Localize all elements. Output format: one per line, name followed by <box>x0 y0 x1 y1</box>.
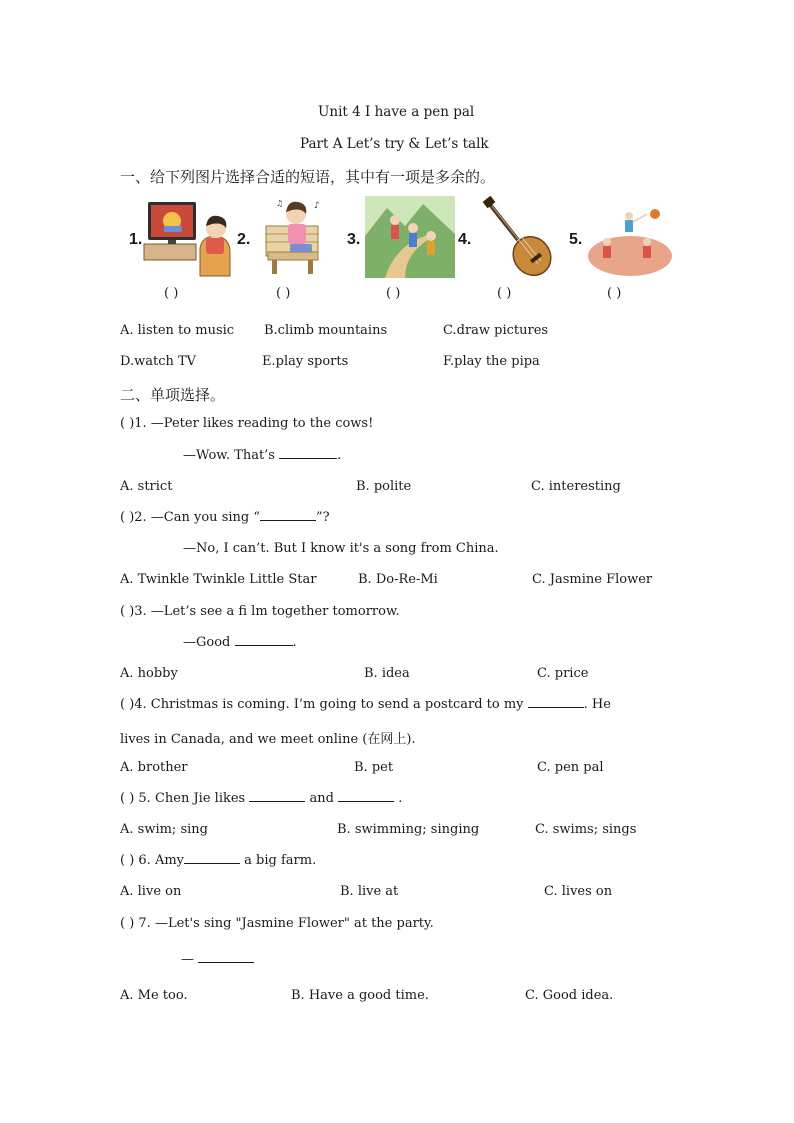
q6-answer-blank[interactable] <box>184 853 240 864</box>
option-e: E.play sports <box>262 354 349 369</box>
picture-answer-blank-4[interactable]: ( ) <box>497 286 512 301</box>
q2-option-c: C. Jasmine Flower <box>532 572 653 587</box>
option-c: C.draw pictures <box>443 323 549 338</box>
picture-play-sports <box>585 206 675 278</box>
q5-option-c: C. swims; sings <box>535 822 637 837</box>
q5-stem: ( ) 5. Chen Jie likes and . <box>120 791 403 806</box>
q3-option-b: B. idea <box>364 666 410 681</box>
svg-text:♫: ♫ <box>276 199 284 208</box>
q3-stem: ( )3. —Let’s see a fi lm together tomorrow. <box>120 604 400 619</box>
option-a: A. listen to music <box>120 323 235 338</box>
picture-number-3: 3. <box>347 231 361 248</box>
q2-stem: ( )2. —Can you sing “ ”? <box>120 510 330 525</box>
q7-option-b: B. Have a good time. <box>291 988 429 1003</box>
option-b: B.climb mountains <box>264 323 388 338</box>
picture-answer-blank-3[interactable]: ( ) <box>386 286 401 301</box>
picture-listen-music <box>262 196 334 278</box>
q7-stem: ( ) 7. —Let's sing "Jasmine Flower" at the party. <box>120 916 434 931</box>
part-subtitle: Part A Let’s try & Let’s talk <box>300 136 489 152</box>
option-d: D.watch TV <box>120 354 197 369</box>
q7-reply: — <box>181 952 254 967</box>
picture-number-4: 4. <box>458 231 472 248</box>
q2-reply: —No, I can’t. But I know it's a song from China. <box>183 541 499 556</box>
option-f: F.play the pipa <box>443 354 540 369</box>
unit-title: Unit 4 I have a pen pal <box>318 104 475 120</box>
q3-option-c: C. price <box>537 666 589 681</box>
q6-option-b: B. live at <box>340 884 399 899</box>
q4-option-a: A. brother <box>120 760 188 775</box>
q1-reply: —Wow. That’s . <box>183 448 342 463</box>
picture-number-1: 1. <box>129 231 143 248</box>
q5-option-a: A. swim; sing <box>120 822 208 837</box>
q6-stem: ( ) 6. Amy a big farm. <box>120 853 317 868</box>
q7-answer-blank[interactable] <box>198 952 254 963</box>
picture-climb-mountains <box>365 196 455 278</box>
q3-option-a: A. hobby <box>120 666 178 681</box>
q6-option-c: C. lives on <box>544 884 613 899</box>
section1-heading: 一、给下列图片选择合适的短语，其中有一项是多余的。 <box>120 168 496 186</box>
q7-option-a: A. Me too. <box>120 988 188 1003</box>
picture-answer-blank-5[interactable]: ( ) <box>607 286 622 301</box>
q1-stem: ( )1. —Peter likes reading to the cows! <box>120 416 374 431</box>
picture-pipa <box>478 196 560 278</box>
q1-option-a: A. strict <box>120 479 173 494</box>
q1-answer-blank[interactable] <box>279 448 337 459</box>
q1-option-b: B. polite <box>356 479 412 494</box>
q1-option-c: C. interesting <box>531 479 621 494</box>
picture-watch-tv <box>142 196 234 278</box>
svg-text:♪: ♪ <box>314 201 320 211</box>
q4-option-c: C. pen pal <box>537 760 604 775</box>
q7-option-c: C. Good idea. <box>525 988 614 1003</box>
q4-stem-line2: lives in Canada, and we meet online (在网上). <box>120 732 416 747</box>
q4-answer-blank[interactable] <box>528 697 584 708</box>
q6-option-a: A. live on <box>120 884 182 899</box>
q2-answer-blank[interactable] <box>260 510 316 521</box>
q3-answer-blank[interactable] <box>235 635 293 646</box>
q5-answer-blank-2[interactable] <box>338 791 394 802</box>
picture-answer-blank-1[interactable]: ( ) <box>164 286 179 301</box>
q2-option-a: A. Twinkle Twinkle Little Star <box>120 572 317 587</box>
picture-number-5: 5. <box>569 231 583 248</box>
picture-number-2: 2. <box>237 231 251 248</box>
section2-heading: 二、单项选择。 <box>120 386 226 404</box>
q5-option-b: B. swimming; singing <box>337 822 480 837</box>
q2-option-b: B. Do-Re-Mi <box>358 572 438 587</box>
q3-reply: —Good . <box>183 635 297 650</box>
q5-answer-blank-1[interactable] <box>249 791 305 802</box>
q4-stem: ( )4. Christmas is coming. I’m going to send a postcard to my . He <box>120 697 611 712</box>
q4-option-b: B. pet <box>354 760 394 775</box>
picture-answer-blank-2[interactable]: ( ) <box>276 286 291 301</box>
